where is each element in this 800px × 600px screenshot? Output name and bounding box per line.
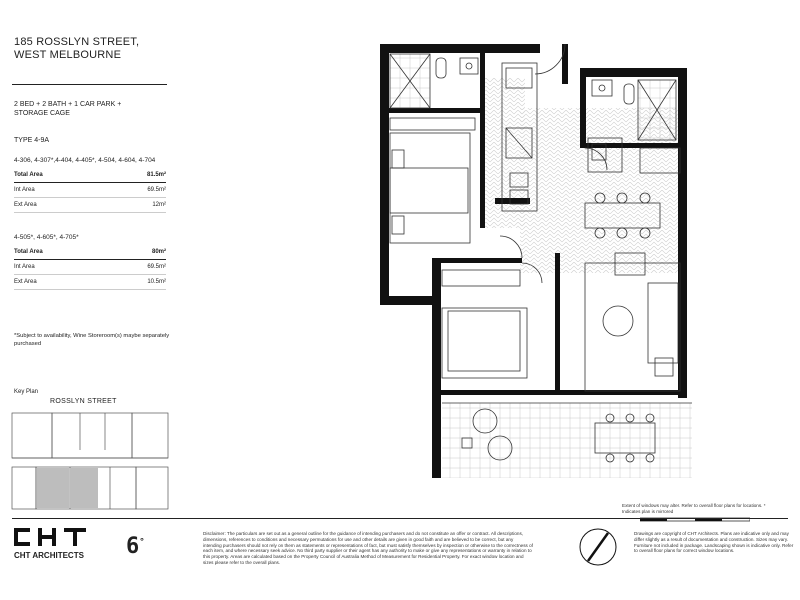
area-table-2 (14, 245, 166, 290)
level-number (126, 534, 145, 559)
level-value: 6 (126, 534, 140, 559)
architect-name: CHT ARCHITECTS (14, 551, 84, 560)
row-value: 10.5m² (106, 275, 166, 290)
row-label: Ext Area (14, 198, 105, 213)
area-table-1 (14, 168, 166, 213)
row-label: Total Area (14, 168, 105, 183)
degree-mark: ° (139, 537, 145, 548)
table-row (14, 168, 166, 183)
row-label: Ext Area (14, 275, 106, 290)
floor-plan (370, 38, 700, 478)
key-plan-highlight (37, 468, 69, 508)
disclaimer: Disclaimer: The particulars are set out as a general outline for the guidance of intending purchasers and do not constitute an offer or contract. All descriptions, dimensions, references to conditions and necessary permutations for use and other details are given in good faith and are believed to be correct, but any intending purchasers should not rely on them as statements or representations of fact, but must satisfy themselves by inspection or otherwise to the correctness of each item, and where necessary seek advice. No third party supplier or their agent has any authority to make or give any representations or warranty in relation to this property. Areas are calculated based on the Property Council of Australia Method of Measurement for Residential Property. For exact window location and sizes please refer to the overall plans. (203, 531, 533, 565)
address-line2: WEST MELBOURNE (14, 49, 122, 61)
unit-list-1: 4-306, 4-307*,4-404, 4-405*, 4-504, 4-604, 4-704 (14, 157, 156, 164)
project-address (14, 36, 139, 62)
table-row (14, 245, 166, 260)
compass-icon (578, 527, 618, 567)
cht-logo (14, 526, 89, 548)
key-plan-label: Key Plan (14, 389, 39, 395)
address-line1: 185 ROSSLYN STREET, (14, 36, 140, 48)
divider (12, 84, 167, 85)
scale-bar-icon (640, 512, 750, 526)
copyright-note: Drawings are copyright of CHT Architects. Plans are indicative only and may differ slightly as a result of documentation and construction. Sizes may vary. Furniture not included in package. Landscaping shown is indicative only. Refer to overall floor plans for correct window locations. (634, 531, 794, 554)
balcony-floor (442, 403, 692, 478)
row-label: Total Area (14, 245, 106, 260)
row-label: Int Area (14, 260, 106, 275)
row-value: 69.5m² (106, 260, 166, 275)
row-value: 69.5m² (105, 183, 166, 198)
spec-line2: STORAGE CAGE (14, 110, 70, 117)
type-label: TYPE 4-9A (14, 137, 50, 144)
availability-note: *Subject to availability, Wine Storeroom(s) maybe separately purchased (14, 333, 170, 347)
table-row (14, 275, 166, 290)
footer-divider (12, 518, 788, 519)
table-row (14, 260, 166, 275)
unit-spec (14, 100, 121, 118)
vertical-caption (2, 525, 8, 595)
key-plan-street: ROSSLYN STREET (50, 398, 117, 405)
table-row (14, 198, 166, 213)
table-row (14, 183, 166, 198)
row-label: Int Area (14, 183, 105, 198)
window-note: Extent of windows may alter. Refer to overall floor plans for locations. * Indicates plan is mirrored (622, 503, 766, 514)
unit-list-2: 4-505*, 4-605*, 4-705* (14, 234, 79, 241)
row-value: 12m² (105, 198, 166, 213)
spec-line1: 2 BED + 2 BATH + 1 CAR PARK + (14, 101, 122, 108)
row-value: 81.5m² (105, 168, 166, 183)
key-plan-diagram (10, 405, 170, 515)
row-value: 80m² (106, 245, 166, 260)
